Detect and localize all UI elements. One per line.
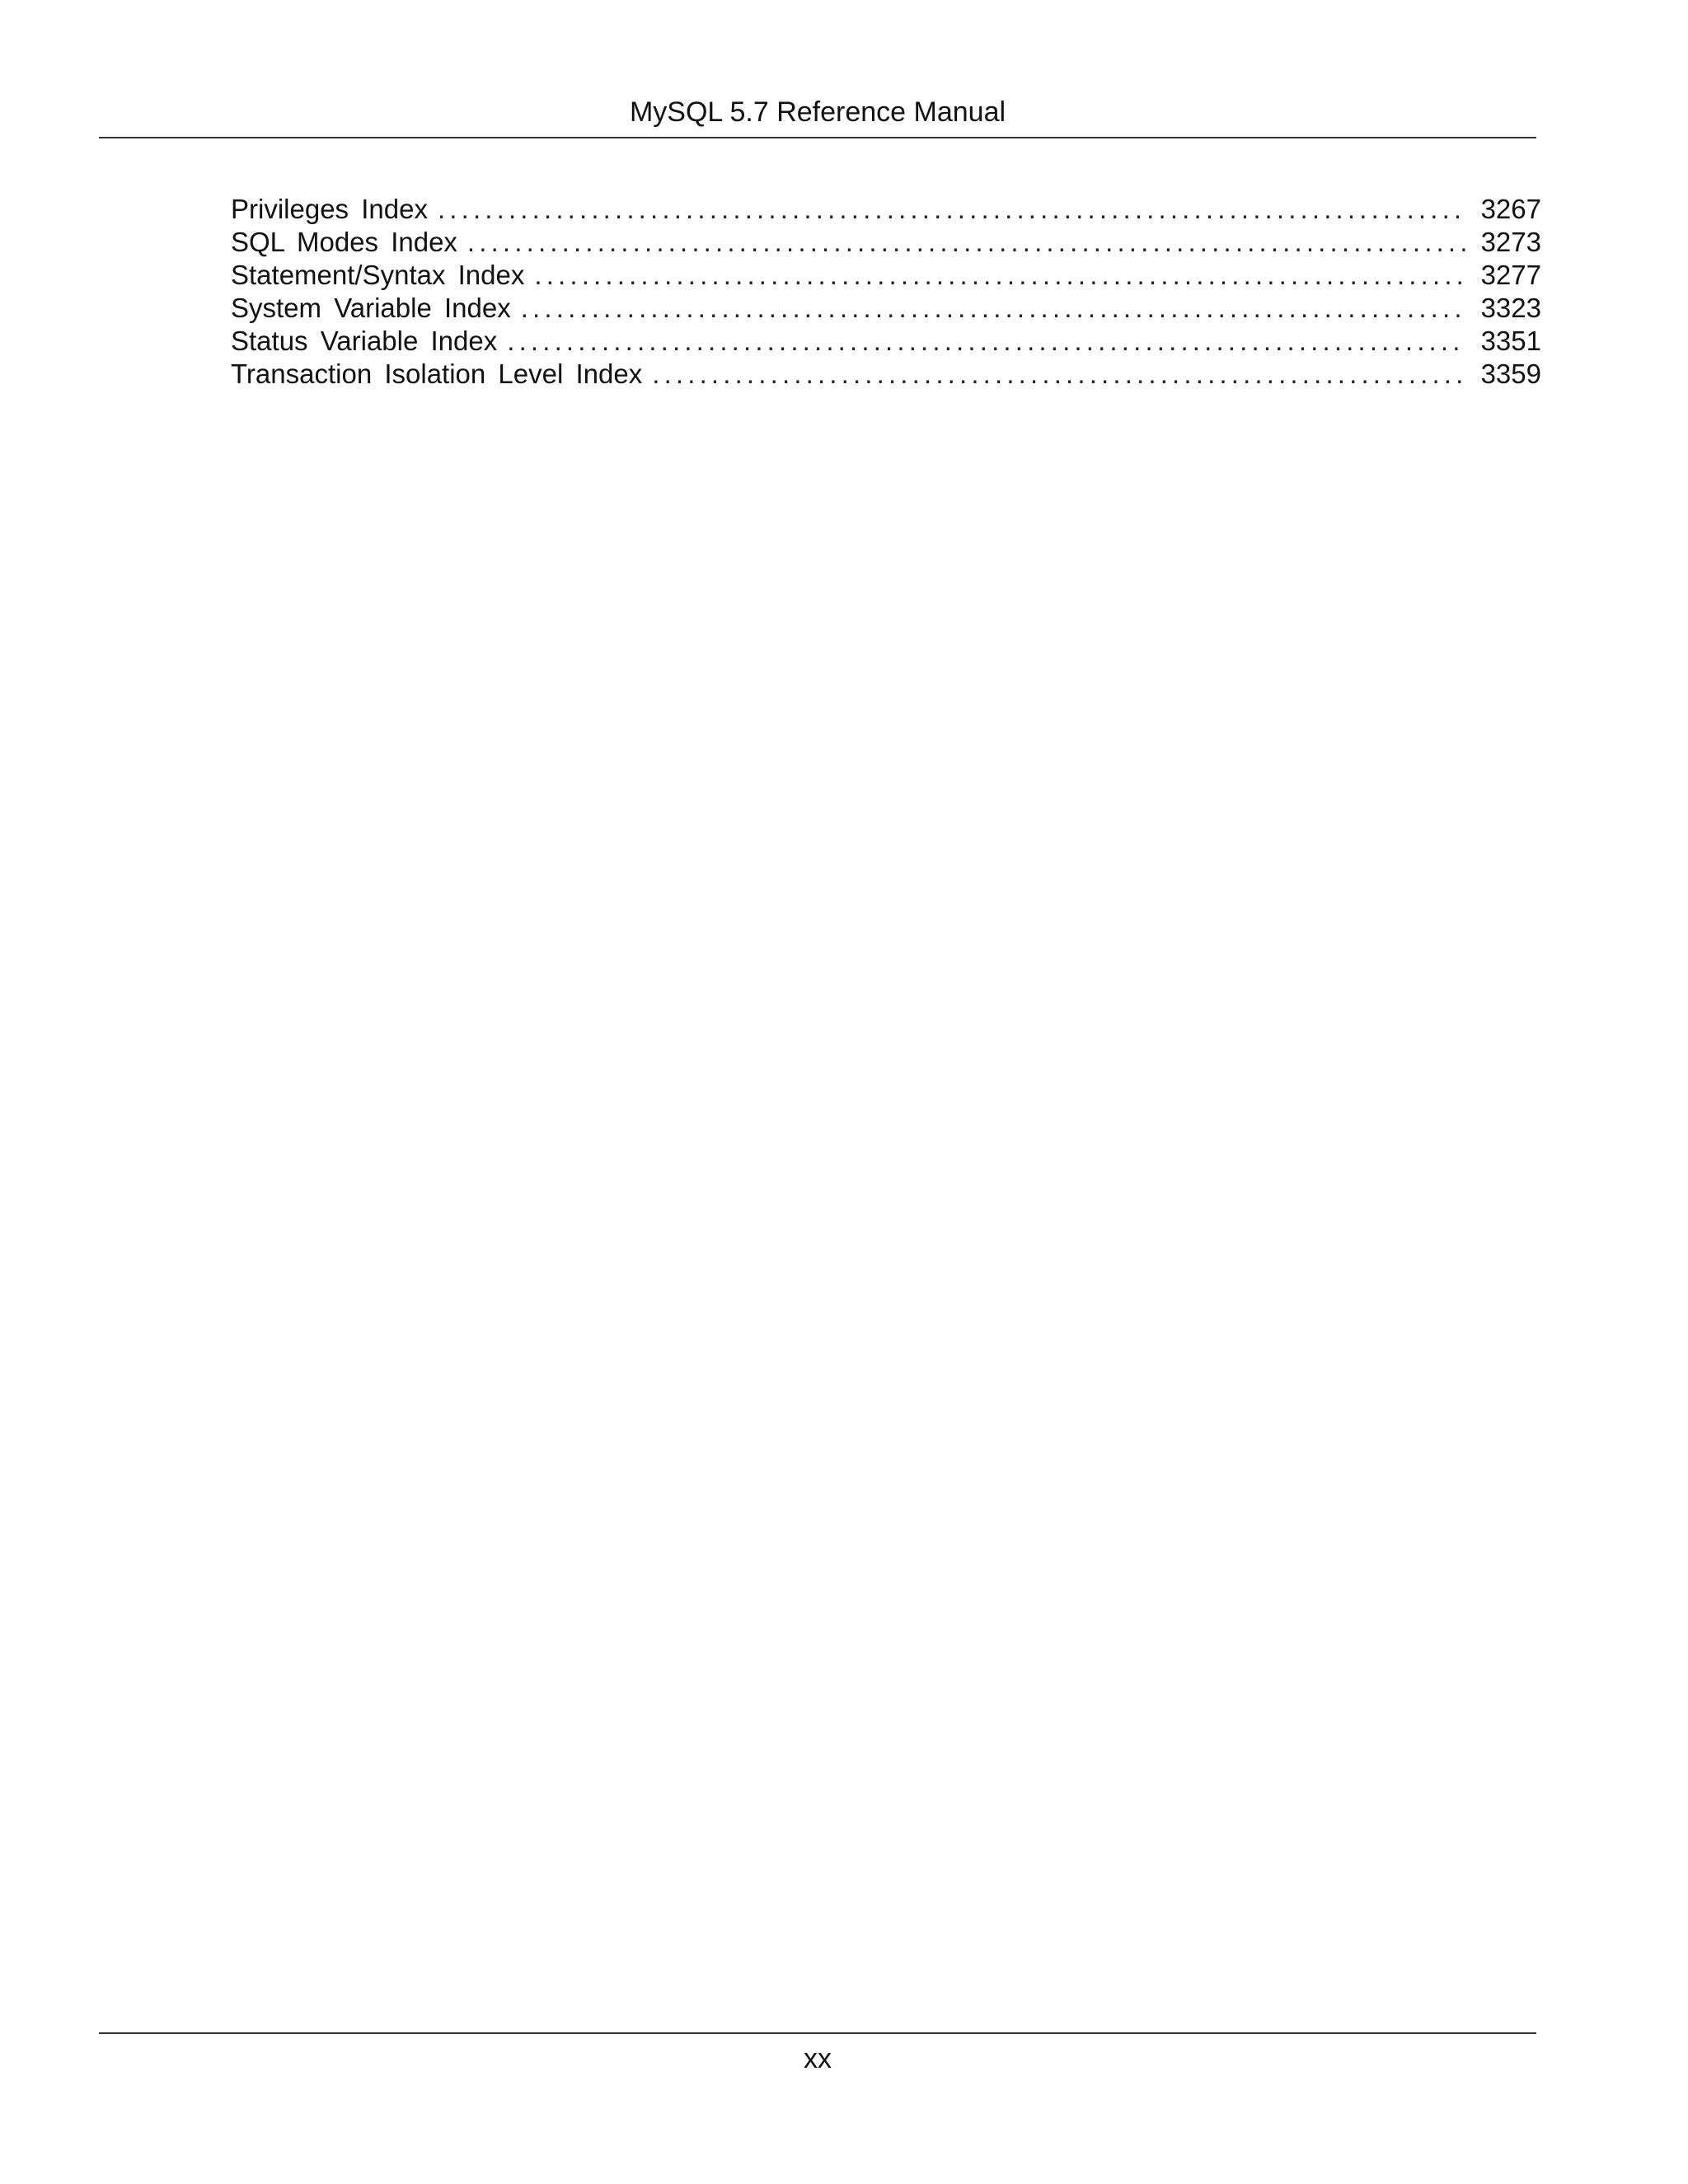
document-title: MySQL 5.7 Reference Manual — [629, 96, 1006, 128]
toc-entry-privileges-index[interactable] — [231, 193, 1541, 226]
toc-entry-transaction-isolation-level-index[interactable] — [231, 358, 1541, 391]
toc-entry-page[interactable]: 3359 — [1480, 359, 1541, 389]
page-number: xx — [804, 2043, 832, 2074]
dot-leader — [507, 325, 1465, 358]
dot-leader — [467, 226, 1465, 259]
toc-entry-title[interactable]: Status Variable Index — [231, 326, 498, 356]
dot-leader — [521, 292, 1465, 325]
toc-entry-sql-modes-index[interactable] — [231, 226, 1541, 259]
page-footer — [99, 2032, 1536, 2074]
dot-leader — [652, 358, 1465, 391]
toc-entry-title[interactable]: System Variable Index — [231, 293, 511, 323]
table-of-contents — [231, 193, 1541, 391]
page-header — [99, 91, 1536, 138]
toc-entry-title[interactable]: Transaction Isolation Level Index — [231, 359, 643, 389]
toc-entry-page[interactable]: 3323 — [1480, 293, 1541, 323]
toc-entry-title[interactable]: Statement/Syntax Index — [231, 260, 525, 290]
toc-entry-title[interactable]: Privileges Index — [231, 194, 428, 224]
dot-leader — [438, 193, 1465, 226]
toc-entry-system-variable-index[interactable] — [231, 292, 1541, 325]
toc-entry-page[interactable]: 3351 — [1480, 326, 1541, 356]
toc-entry-title[interactable]: SQL Modes Index — [231, 227, 457, 257]
toc-entry-page[interactable]: 3273 — [1480, 227, 1541, 257]
toc-entry-statement-syntax-index[interactable] — [231, 259, 1541, 292]
toc-entry-page[interactable]: 3267 — [1480, 194, 1541, 224]
toc-entry-status-variable-index[interactable] — [231, 325, 1541, 358]
dot-leader — [534, 259, 1465, 292]
toc-entry-page[interactable]: 3277 — [1480, 260, 1541, 290]
